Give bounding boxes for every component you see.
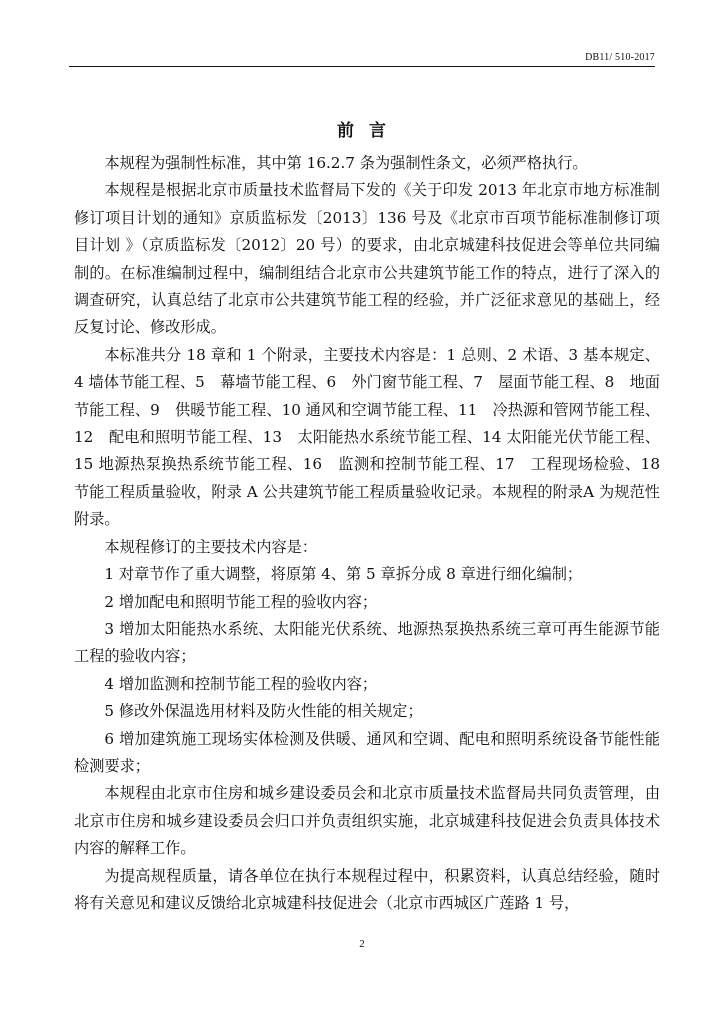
revision-item-5: 5 修改外保温选用材料及防火性能的相关规定；: [104, 702, 423, 721]
preface-body: [74, 150, 676, 917]
revision-item-6: 6 增加建筑施工现场实体检测及供暖、通风和空调、配电和照明系统设备节能性能检测要求；: [74, 729, 660, 775]
paragraph-contents: 本标准共分 18 章和 1 个附录，主要技术内容是：1 总则、2 术语、3 基本规定、4 墙体节能工程、5 幕墙节能工程、6 外门窗节能工程、7 屋面节能工程、8 地面节能工程、9 供暖节能工程、10 通风和空调节能工程、11 冷热源和管网节能工程、12 配电和照明节能工程、13 太阳能热水系统节能工程、14 太阳能光伏节能工程、15 地源热泵换热系统节能工程、16 监测和控制节能工程、17 工程现场检验、18 节能工程质量验收，附录 A 公共建筑节能工程质量验收记录。本规程的附录A 为规范性附录。: [74, 345, 676, 529]
paragraph-mandatory: 本规程为强制性标准，其中第 16.2.7 条为强制性条文，必须严格执行。: [104, 154, 588, 172]
revision-item-4: 4 增加监测和控制节能工程的验收内容；: [104, 674, 378, 693]
paragraph-revision-intro: 本规程修订的主要技术内容是：: [104, 537, 318, 556]
paragraph-feedback: 为提高规程质量，请各单位在执行本规程过程中，积累资料，认真总结经验，随时将有关意见和建议反馈给北京城建科技促进会（北京市西城区广莲路 1 号，: [74, 866, 660, 912]
section-title: 前言: [337, 121, 401, 141]
revision-item-3: 3 增加太阳能热水系统、太阳能光伏系统、地源热泵换热系统三章可再生能源节能工程的验收内容；: [74, 619, 660, 666]
page-number: 2: [359, 938, 365, 950]
header-rule: [69, 66, 655, 67]
standard-number: DB11/ 510-2017: [585, 52, 655, 63]
revision-item-2: 2 增加配电和照明节能工程的验收内容；: [104, 592, 378, 611]
paragraph-management: 本规程由北京市住房和城乡建设委员会和北京市质量技术监督局共同负责管理，由北京市住房和城乡建设委员会归口并负责组织实施，北京城建科技促进会负责具体技术内容的解释工作。: [74, 784, 660, 858]
paragraph-basis: 本规程是根据北京市质量技术监督局下发的《关于印发 2013 年北京市地方标准制修订项目计划的通知》京质监标发〔2013〕136 号及《北京市百项节能标准制修订项目计划 》（京质监标发〔2012〕20 号）的要求，由北京城建科技促进会等单位共同编制的。在标准编制过程中，编制组结合北京市公共建筑节能工作的特点，进行了深入的调查研究，认真总结了北京市公共建筑节能工程的经验，并广泛征求意见的基础上，经反复讨论、修改形成。: [74, 181, 660, 337]
revision-item-1: 1 对章节作了重大调整，将原第 4、第 5 章拆分成 8 章进行细化编制；: [104, 565, 583, 584]
